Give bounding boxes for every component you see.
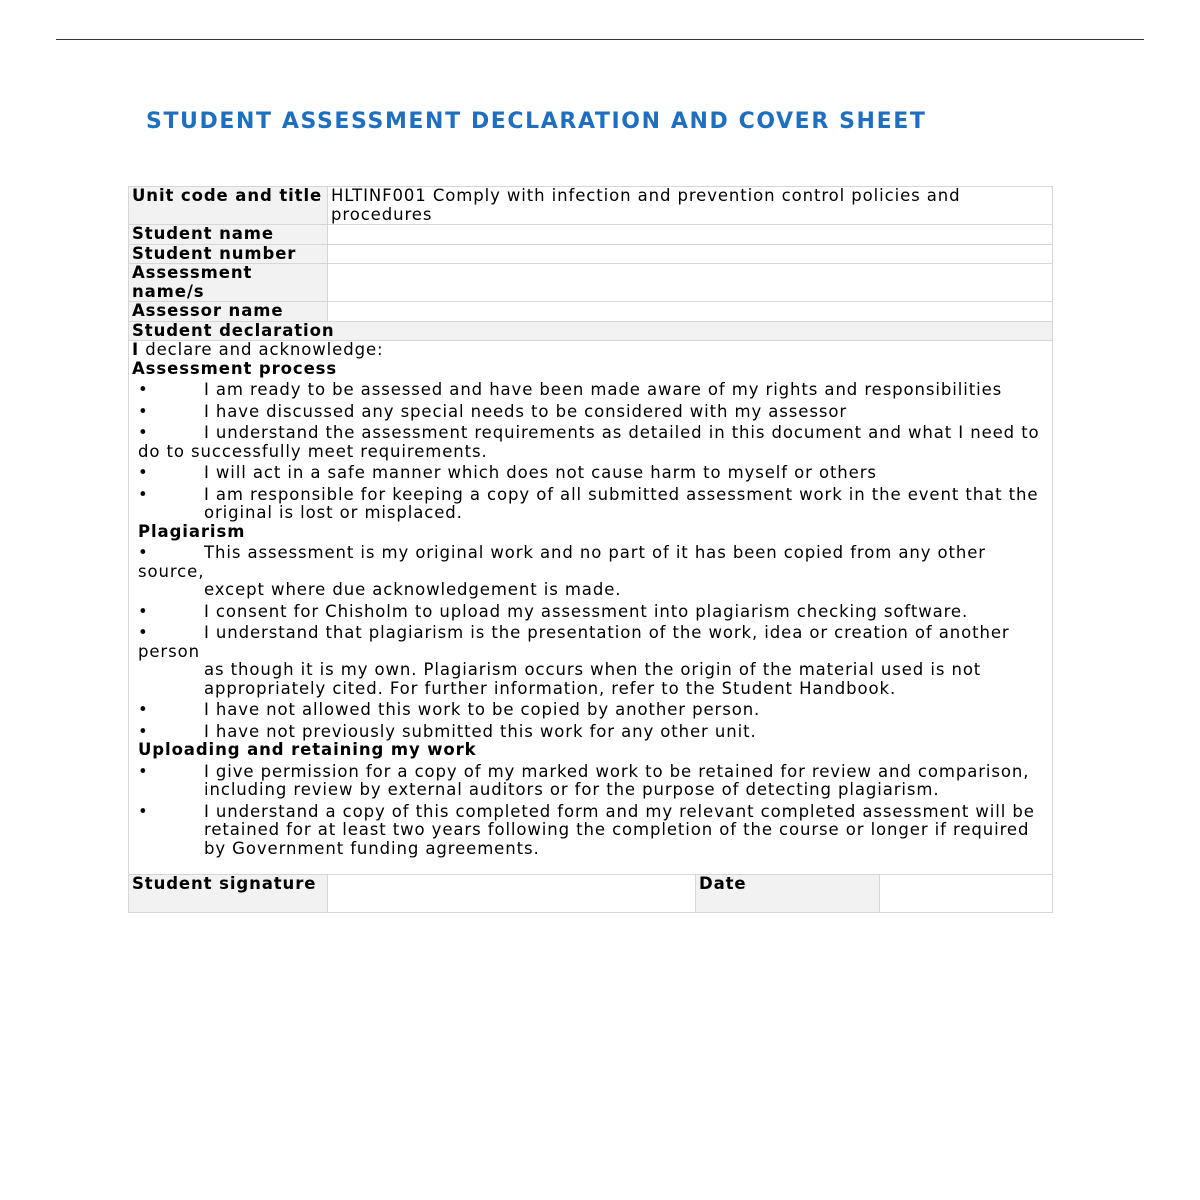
- declaration-item: [138, 723, 1049, 742]
- declaration-item-line: [138, 486, 1049, 505]
- assessment-names-label: Assessment name/s: [129, 264, 328, 302]
- declaration-item-continuation: except where due acknowledgement is made.: [204, 580, 622, 599]
- declaration-item: [138, 486, 1049, 523]
- declaration-sections: [132, 360, 1049, 859]
- declaration-item-line: [138, 381, 1049, 400]
- bullet-icon: •: [138, 463, 149, 482]
- student-name-field[interactable]: [328, 225, 1053, 245]
- section-heading: Plagiarism: [138, 521, 246, 541]
- declaration-item-text: I understand the assessment requirements as detailed in this document and what I need to do to successfully meet requirements.: [138, 423, 1040, 461]
- row-student-number: [129, 244, 1053, 264]
- student-name-label: Student name: [129, 225, 328, 245]
- declaration-item-text: I am ready to be assessed and have been made aware of my rights and responsibilities: [204, 380, 1003, 399]
- declaration-item-continuation: original is lost or misplaced.: [204, 503, 463, 522]
- row-signature: [129, 875, 1053, 913]
- row-assessor-name: [129, 302, 1053, 322]
- declaration-list: [132, 763, 1049, 859]
- declaration-list: [132, 544, 1049, 741]
- declaration-item-line: [138, 403, 1049, 422]
- bullet-icon: •: [138, 801, 149, 821]
- declaration-item-line: [138, 803, 1049, 822]
- bullet-icon: •: [138, 401, 149, 421]
- declaration-item-continuation: including review by external auditors or for the purpose of detecting plagiarism.: [204, 780, 940, 799]
- declaration-item-text: I understand a copy of this completed form and my relevant completed assessment will be: [204, 801, 1035, 821]
- declaration-item-line: [138, 701, 1049, 720]
- row-declaration-heading: [129, 321, 1053, 341]
- declaration-intro-text: declare and acknowledge:: [139, 340, 384, 359]
- declaration-item-line: [138, 624, 1049, 661]
- declaration-item-line: [138, 424, 1049, 461]
- bullet-icon: •: [138, 700, 149, 719]
- assessor-name-field[interactable]: [328, 302, 1053, 322]
- bullet-icon: •: [138, 484, 149, 504]
- declaration-item-line: [138, 723, 1049, 742]
- student-number-field[interactable]: [328, 244, 1053, 264]
- header-rule: [56, 39, 1144, 40]
- declaration-item: [138, 701, 1049, 720]
- row-assessment-names: [129, 264, 1053, 302]
- bullet-icon: •: [138, 761, 149, 781]
- declaration-item: [138, 464, 1049, 483]
- declaration-item-text: I have not previously submitted this work for any other unit.: [204, 721, 757, 741]
- declaration-item-text: I have discussed any special needs to be considered with my assessor: [204, 401, 848, 421]
- declaration-intro: [132, 341, 1049, 360]
- declaration-item-text: I understand that plagiarism is the presentation of the work, idea or creation of another person: [138, 623, 1010, 661]
- unit-code-value[interactable]: HLTINF001 Comply with infection and prevention control policies and procedures: [328, 187, 1053, 225]
- page-title: STUDENT ASSESSMENT DECLARATION AND COVER SHEET: [146, 109, 927, 134]
- declaration-item: [138, 624, 1049, 698]
- declaration-item-text: I have not allowed this work to be copied by another person.: [204, 700, 761, 719]
- date-field[interactable]: [880, 875, 1053, 913]
- declaration-heading: Student declaration: [129, 321, 1053, 341]
- assessment-names-field[interactable]: [328, 264, 1053, 302]
- date-label: Date: [696, 875, 880, 913]
- declaration-item-continuation: as though it is my own. Plagiarism occurs when the origin of the material used is not appropriately cited. For further information, refer to the Student Handbook.: [204, 660, 982, 698]
- bullet-icon: •: [138, 721, 149, 741]
- declaration-item-line: [138, 544, 1049, 581]
- declaration-item: [138, 803, 1049, 859]
- section-heading: Uploading and retaining my work: [138, 740, 477, 759]
- declaration-item-text: I give permission for a copy of my marked work to be retained for review and comparison,: [204, 761, 1030, 781]
- cover-sheet-table: [128, 186, 1053, 913]
- declaration-item: [138, 763, 1049, 800]
- row-unit-code: [129, 187, 1053, 225]
- declaration-item: [138, 424, 1049, 461]
- declaration-item-continuation: retained for at least two years following the completion of the course or longer if required by Government funding agreements.: [204, 820, 1030, 858]
- declaration-item-line: [138, 763, 1049, 782]
- bullet-icon: •: [138, 601, 149, 621]
- bullet-icon: •: [138, 423, 149, 442]
- declaration-intro-i: I: [132, 340, 140, 359]
- declaration-item-text: I will act in a safe manner which does not cause harm to myself or others: [204, 463, 877, 482]
- declaration-item-line: [138, 464, 1049, 483]
- declaration-item: [138, 403, 1049, 422]
- student-number-label: Student number: [129, 244, 328, 264]
- declaration-item: [138, 544, 1049, 600]
- section-heading: Assessment process: [132, 358, 338, 378]
- declaration-item-text: This assessment is my original work and no part of it has been copied from any other source,: [138, 543, 986, 581]
- signature-field[interactable]: [328, 875, 696, 913]
- bullet-icon: •: [138, 623, 149, 642]
- declaration-item-line: [138, 603, 1049, 622]
- declaration-item-text: I consent for Chisholm to upload my assessment into plagiarism checking software.: [204, 601, 969, 621]
- row-student-name: [129, 225, 1053, 245]
- declaration-item-text: I am responsible for keeping a copy of all submitted assessment work in the event that the: [204, 484, 1039, 504]
- declaration-list: [132, 381, 1049, 523]
- assessor-name-label: Assessor name: [129, 302, 328, 322]
- declaration-body: [129, 341, 1053, 875]
- bullet-icon: •: [138, 380, 149, 399]
- declaration-item: [138, 603, 1049, 622]
- bullet-icon: •: [138, 543, 149, 562]
- declaration-item: [138, 381, 1049, 400]
- row-declaration-body: [129, 341, 1053, 875]
- unit-code-label: Unit code and title: [129, 187, 328, 225]
- signature-label: Student signature: [129, 875, 328, 913]
